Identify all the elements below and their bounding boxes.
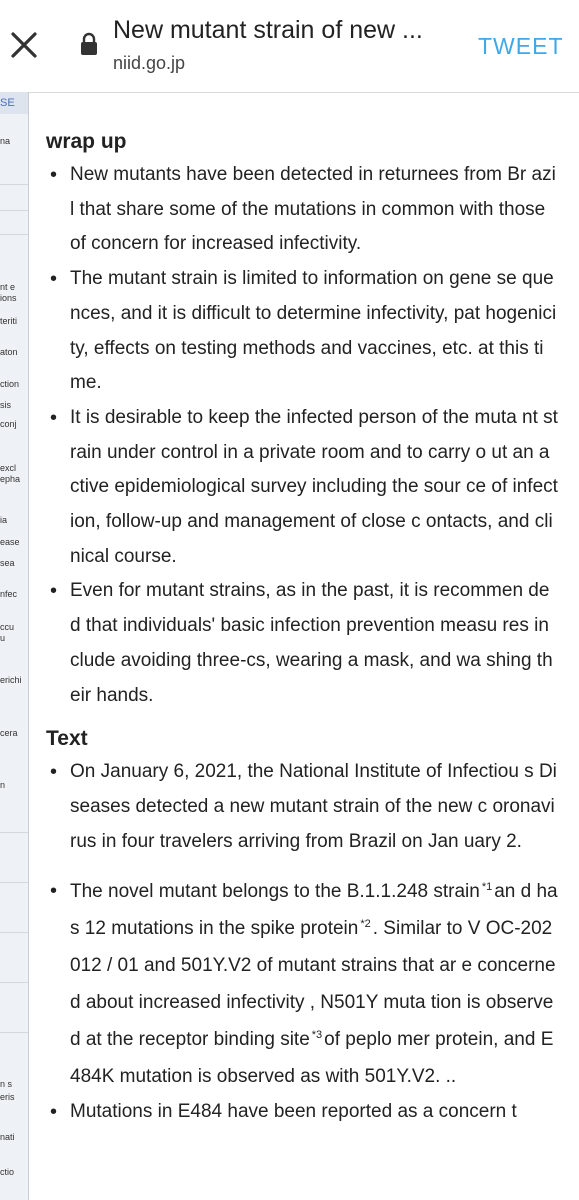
- list-item: • It is desirable to keep the infected person of the muta nt strain under control in a private room and to carry o ut an active epidemiological survey including the sour ce of infection, follow-up and management of close c ontacts, and clinical course.: [46, 401, 558, 575]
- sidebar-item[interactable]: nfec: [0, 589, 18, 599]
- text-span: of peplo mer protein, and E484K mutation is observed as with 501Y.V2. ..: [70, 1029, 554, 1088]
- sidebar-item[interactable]: aton: [0, 347, 18, 357]
- sidebar-item[interactable]: u: [0, 633, 6, 643]
- sidebar-divider: [0, 1032, 28, 1033]
- sidebar-item[interactable]: ease: [0, 537, 20, 547]
- sidebar-item[interactable]: ction: [0, 379, 20, 389]
- list-item: • Mutations in E484 have been reported as a concern t: [46, 1095, 558, 1130]
- text-span: The novel mutant belongs to the B.1.1.248 strain: [70, 881, 480, 903]
- page-title: New mutant strain of new ...: [113, 16, 423, 44]
- sidebar-item[interactable]: conj: [0, 419, 17, 429]
- page-domain: niid.go.jp: [113, 53, 186, 73]
- footnote-ref[interactable]: *1: [481, 881, 493, 894]
- sidebar-item[interactable]: epha: [0, 474, 21, 484]
- sidebar-nav: [0, 92, 29, 1200]
- list-item: • New mutants have been detected in returnees from Br azil that share some of the mutations in common with those of concern for increased infectivity.: [46, 158, 558, 262]
- sidebar-divider: [0, 882, 28, 883]
- list-item: [46, 873, 558, 1095]
- sidebar-divider: [0, 982, 28, 983]
- sidebar-divider: [0, 234, 28, 235]
- list-item: • Even for mutant strains, as in the past, it is recommen ded that individuals' basic infection prevention measu res include avoiding three-cs, wearing a mask, and wa shing their hands.: [46, 574, 558, 713]
- sidebar-divider: [0, 210, 28, 211]
- sidebar-item[interactable]: erichi: [0, 675, 22, 685]
- footnote-ref[interactable]: *3: [311, 1029, 323, 1042]
- sidebar-tab[interactable]: SE: [0, 92, 28, 114]
- close-icon[interactable]: [8, 26, 40, 64]
- sidebar-item[interactable]: ctio: [0, 1167, 15, 1177]
- sidebar-item[interactable]: cera: [0, 728, 18, 738]
- sidebar-item[interactable]: na: [0, 136, 11, 146]
- sidebar-item[interactable]: nati: [0, 1132, 15, 1142]
- list-item: • The mutant strain is limited to information on gene se quences, and it is difficult to determine infectivity, pat hogenicity, effects on testing methods and vaccines, etc. at this time.: [46, 262, 558, 401]
- browser-topbar: [0, 0, 579, 93]
- sidebar-item[interactable]: ia: [0, 515, 8, 525]
- lock-icon: [80, 32, 98, 56]
- sidebar-item[interactable]: n s: [0, 1079, 13, 1089]
- text-span: . Similar to V OC-202012 / 01 and 501Y.V2 of mutant strains that ar e concerned about increased infectivity , N501Y muta tion is observed at the receptor binding site: [70, 918, 556, 1051]
- section-heading-text: Text: [46, 727, 88, 751]
- sidebar-item[interactable]: n: [0, 780, 6, 790]
- sidebar-divider: [0, 184, 28, 185]
- list-item: • On January 6, 2021, the National Institute of Infectiou s Diseases detected a new mutant strain of the new c oronavirus in four travelers arriving from Brazil on Jan uary 2.: [46, 755, 558, 859]
- text-list: [46, 755, 558, 1130]
- sidebar-item[interactable]: nt e: [0, 282, 16, 292]
- wrapup-list: [46, 158, 558, 713]
- sidebar-item[interactable]: ccu: [0, 622, 15, 632]
- article-content: [46, 130, 558, 1130]
- sidebar-divider: [0, 832, 28, 833]
- sidebar-item[interactable]: sis: [0, 400, 11, 410]
- sidebar-item[interactable]: excl: [0, 463, 17, 473]
- sidebar-divider: [0, 932, 28, 933]
- sidebar-item[interactable]: teriti: [0, 316, 18, 326]
- text-span: an d has 12 mutations in the spike protein: [70, 881, 558, 940]
- section-heading-wrapup: wrap up: [46, 130, 127, 153]
- sidebar-item[interactable]: ions: [0, 293, 17, 303]
- tweet-button[interactable]: TWEET: [478, 33, 564, 59]
- sidebar-item[interactable]: eris: [0, 1092, 15, 1102]
- sidebar-item[interactable]: sea: [0, 558, 15, 568]
- footnote-ref[interactable]: *2: [360, 918, 371, 931]
